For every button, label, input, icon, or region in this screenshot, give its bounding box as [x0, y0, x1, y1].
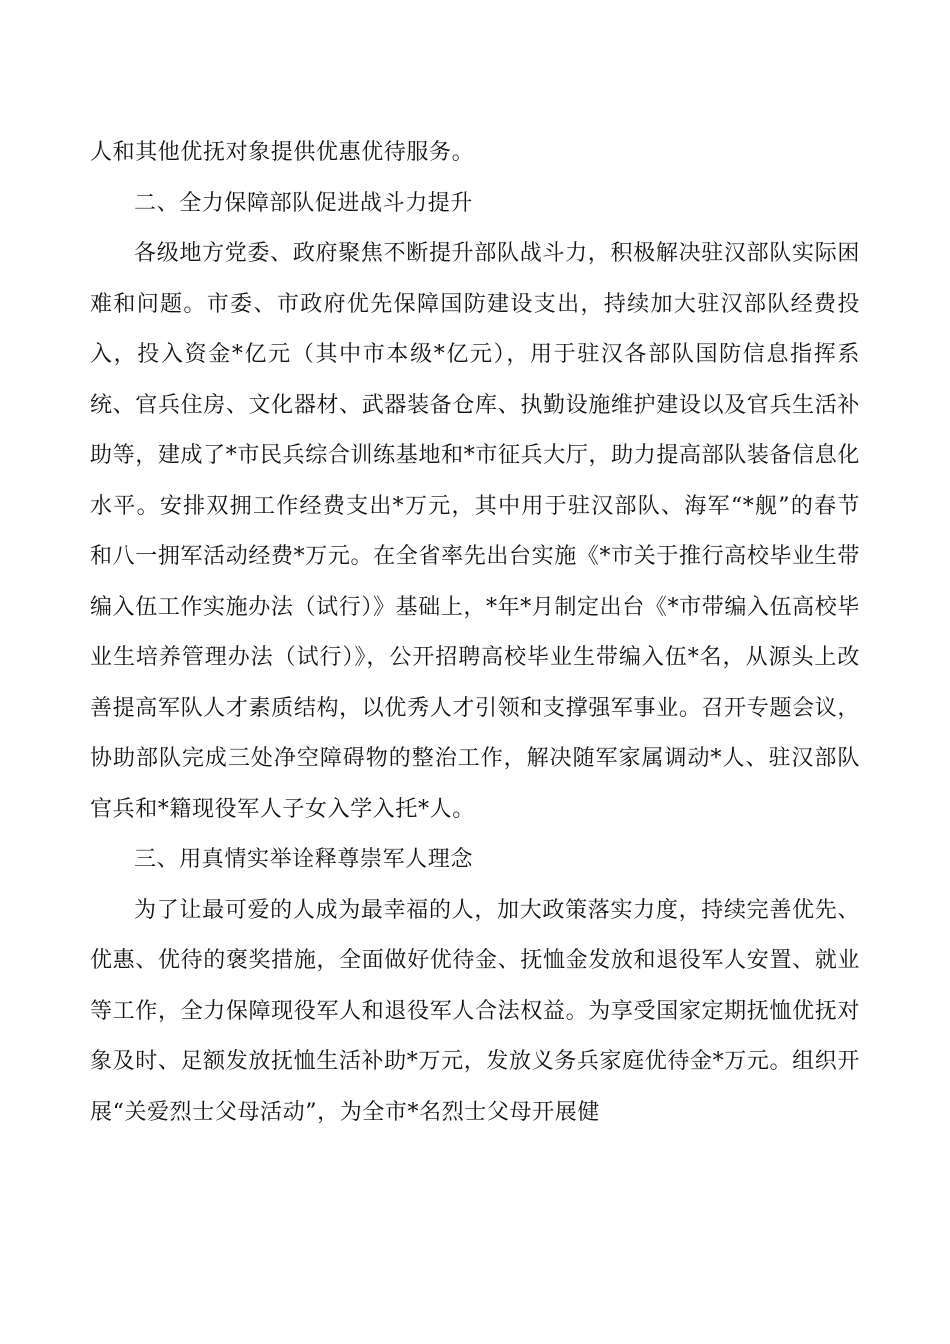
section-heading-2: 二、全力保障部队促进战斗力提升	[134, 190, 474, 216]
paragraph-continued: 人和其他优抚对象提供优惠优待服务。	[90, 140, 475, 165]
document-body	[90, 128, 860, 1138]
paragraph-troop-support: 各级地方党委、政府聚焦不断提升部队战斗力，积极解决驻汉部队实际困难和问题。市委、市政府优先保障国防建设支出，持续加大驻汉部队经费投入，投入资金*亿元（其中市本级*亿元），用于驻汉各部队国防信息指挥系统、官兵住房、文化器材、武器装备仓库、执勤设施维护建设以及官兵生活补助等，建成了*市民兵综合训练基地和*市征兵大厅，助力提高部队装备信息化水平。安排双拥工作经费支出*万元，其中用于驻汉部队、海军“*舰”的春节和八一拥军活动经费*万元。在全省率先出台实施《*市关于推行高校毕业生带编入伍工作实施办法（试行）》基础上，*年*月制定出台《*市带编入伍高校毕业生培养管理办法（试行）》，公开招聘高校毕业生带编入伍*名，从源头上改善提高军队人才素质结构，以优秀人才引领和支撑强军事业。召开专题会议，协助部队完成三处净空障碍物的整治工作，解决随军家属调动*人、驻汉部队官兵和*籍现役军人子女入学入托*人。	[90, 241, 860, 822]
paragraph-honor-soldiers: 为了让最可爱的人成为最幸福的人，加大政策落实力度，持续完善优先、优惠、优待的褒奖措施，全面做好优待金、抚恤金发放和退役军人安置、就业等工作，全力保障现役军人和退役军人合法权益。为享受国家定期抚恤优抚对象及时、足额发放抚恤生活补助*万元，发放义务兵家庭优待金*万元。组织开展“关爱烈士父母活动”，为全市*名烈士父母开展健	[90, 897, 860, 1125]
section-heading-3: 三、用真情实举诠释尊崇军人理念	[134, 847, 474, 872]
